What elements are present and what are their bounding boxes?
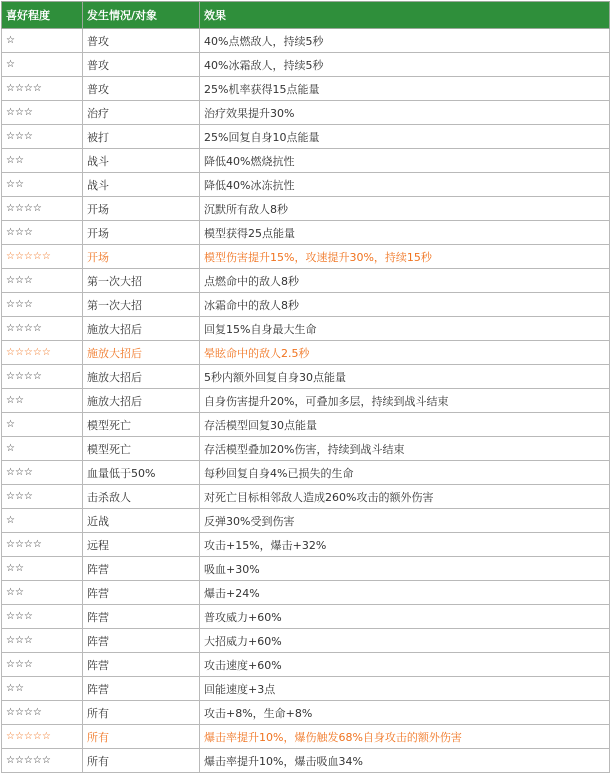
effect-cell: 40%点燃敌人，持续5秒: [200, 29, 610, 53]
condition-cell: 普攻: [83, 77, 200, 101]
star-rating: ☆: [2, 509, 83, 533]
effect-cell: 25%机率获得15点能量: [200, 77, 610, 101]
header-preference-level: 喜好程度: [2, 2, 83, 29]
effect-cell: 自身伤害提升20%，可叠加多层，持续到战斗结束: [200, 389, 610, 413]
condition-cell: 第一次大招: [83, 269, 200, 293]
table-row: [2, 101, 610, 125]
condition-cell: 战斗: [83, 173, 200, 197]
table-row: [2, 125, 610, 149]
star-rating: ☆☆☆: [2, 605, 83, 629]
table-row: [2, 413, 610, 437]
star-rating: ☆☆☆: [2, 653, 83, 677]
table-row: [2, 389, 610, 413]
condition-cell: 阵营: [83, 677, 200, 701]
table-row: [2, 629, 610, 653]
effect-cell: 模型获得25点能量: [200, 221, 610, 245]
star-rating: ☆☆☆☆☆: [2, 749, 83, 773]
star-rating: ☆☆☆☆: [2, 365, 83, 389]
effect-cell: 攻击速度+60%: [200, 653, 610, 677]
condition-cell: 阵营: [83, 653, 200, 677]
table-row: [2, 653, 610, 677]
table-row: [2, 605, 610, 629]
table-row: [2, 677, 610, 701]
star-rating: ☆☆☆☆: [2, 533, 83, 557]
condition-cell: 施放大招后: [83, 365, 200, 389]
table-row: [2, 149, 610, 173]
star-rating: ☆☆: [2, 557, 83, 581]
table-row: [2, 533, 610, 557]
effect-cell: 攻击+15%，爆击+32%: [200, 533, 610, 557]
effect-cell: 25%回复自身10点能量: [200, 125, 610, 149]
effect-cell: 降低40%燃烧抗性: [200, 149, 610, 173]
table-row: [2, 245, 610, 269]
effect-cell: 模型伤害提升15%，攻速提升30%，持续15秒: [200, 245, 610, 269]
table-row: [2, 269, 610, 293]
condition-cell: 所有: [83, 725, 200, 749]
star-rating: ☆☆☆☆☆: [2, 245, 83, 269]
star-rating: ☆☆☆☆: [2, 77, 83, 101]
star-rating: ☆☆☆☆: [2, 197, 83, 221]
effect-cell: 治疗效果提升30%: [200, 101, 610, 125]
header-effect: 效果: [200, 2, 610, 29]
condition-cell: 第一次大招: [83, 293, 200, 317]
star-rating: ☆☆☆: [2, 269, 83, 293]
star-rating: ☆☆☆: [2, 101, 83, 125]
effect-cell: 点燃命中的敌人8秒: [200, 269, 610, 293]
table-row: [2, 461, 610, 485]
effect-cell: 普攻威力+60%: [200, 605, 610, 629]
table-row: [2, 77, 610, 101]
star-rating: ☆☆☆: [2, 629, 83, 653]
table-row: [2, 53, 610, 77]
table-row: [2, 557, 610, 581]
star-rating: ☆☆☆☆: [2, 317, 83, 341]
effect-cell: 40%冰霜敌人，持续5秒: [200, 53, 610, 77]
table-row: [2, 749, 610, 773]
star-rating: ☆☆: [2, 581, 83, 605]
table-row: [2, 581, 610, 605]
condition-cell: 普攻: [83, 29, 200, 53]
star-rating: ☆: [2, 29, 83, 53]
condition-cell: 战斗: [83, 149, 200, 173]
condition-cell: 开场: [83, 221, 200, 245]
condition-cell: 施放大招后: [83, 341, 200, 365]
effect-cell: 回复15%自身最大生命: [200, 317, 610, 341]
effect-cell: 降低40%冰冻抗性: [200, 173, 610, 197]
effect-cell: 吸血+30%: [200, 557, 610, 581]
condition-cell: 治疗: [83, 101, 200, 125]
star-rating: ☆☆: [2, 149, 83, 173]
table-row: [2, 725, 610, 749]
effect-cell: 爆击率提升10%，爆击吸血34%: [200, 749, 610, 773]
star-rating: ☆☆☆: [2, 293, 83, 317]
effect-cell: 攻击+8%，生命+8%: [200, 701, 610, 725]
effect-cell: 晕眩命中的敌人2.5秒: [200, 341, 610, 365]
effect-cell: 沉默所有敌人8秒: [200, 197, 610, 221]
star-rating: ☆☆: [2, 677, 83, 701]
star-rating: ☆☆☆☆☆: [2, 725, 83, 749]
star-rating: ☆☆☆☆: [2, 701, 83, 725]
star-rating: ☆☆☆: [2, 221, 83, 245]
condition-cell: 模型死亡: [83, 437, 200, 461]
star-rating: ☆: [2, 53, 83, 77]
table-row: [2, 221, 610, 245]
star-rating: ☆☆: [2, 389, 83, 413]
condition-cell: 开场: [83, 197, 200, 221]
table-row: [2, 173, 610, 197]
condition-cell: 所有: [83, 701, 200, 725]
star-rating: ☆☆☆: [2, 485, 83, 509]
condition-cell: 阵营: [83, 629, 200, 653]
effect-cell: 回能速度+3点: [200, 677, 610, 701]
effect-cell: 存活模型叠加20%伤害，持续到战斗结束: [200, 437, 610, 461]
table-row: [2, 197, 610, 221]
effect-cell: 对死亡目标相邻敌人造成260%攻击的额外伤害: [200, 485, 610, 509]
condition-cell: 血量低于50%: [83, 461, 200, 485]
condition-cell: 阵营: [83, 557, 200, 581]
preference-table: [1, 1, 610, 773]
effect-cell: 每秒回复自身4%已损失的生命: [200, 461, 610, 485]
table-row: [2, 437, 610, 461]
condition-cell: 阵营: [83, 605, 200, 629]
condition-cell: 近战: [83, 509, 200, 533]
condition-cell: 施放大招后: [83, 389, 200, 413]
condition-cell: 所有: [83, 749, 200, 773]
condition-cell: 模型死亡: [83, 413, 200, 437]
condition-cell: 开场: [83, 245, 200, 269]
table-row: [2, 485, 610, 509]
effect-cell: 存活模型回复30点能量: [200, 413, 610, 437]
table-body: [2, 29, 610, 773]
effect-cell: 反弹30%受到伤害: [200, 509, 610, 533]
table-row: [2, 509, 610, 533]
table-row: [2, 29, 610, 53]
header-condition: 发生情况/对象: [83, 2, 200, 29]
table-row: [2, 701, 610, 725]
effect-cell: 冰霜命中的敌人8秒: [200, 293, 610, 317]
condition-cell: 阵营: [83, 581, 200, 605]
table-row: [2, 317, 610, 341]
star-rating: ☆☆☆: [2, 125, 83, 149]
star-rating: ☆☆☆: [2, 461, 83, 485]
star-rating: ☆: [2, 437, 83, 461]
condition-cell: 被打: [83, 125, 200, 149]
effect-cell: 爆击率提升10%，爆伤触发68%自身攻击的额外伤害: [200, 725, 610, 749]
star-rating: ☆: [2, 413, 83, 437]
condition-cell: 施放大招后: [83, 317, 200, 341]
condition-cell: 普攻: [83, 53, 200, 77]
header-row: [2, 2, 610, 29]
star-rating: ☆☆: [2, 173, 83, 197]
table-row: [2, 293, 610, 317]
effect-cell: 爆击+24%: [200, 581, 610, 605]
condition-cell: 远程: [83, 533, 200, 557]
table-row: [2, 365, 610, 389]
effect-cell: 大招威力+60%: [200, 629, 610, 653]
condition-cell: 击杀敌人: [83, 485, 200, 509]
effect-cell: 5秒内额外回复自身30点能量: [200, 365, 610, 389]
star-rating: ☆☆☆☆☆: [2, 341, 83, 365]
table-row: [2, 341, 610, 365]
